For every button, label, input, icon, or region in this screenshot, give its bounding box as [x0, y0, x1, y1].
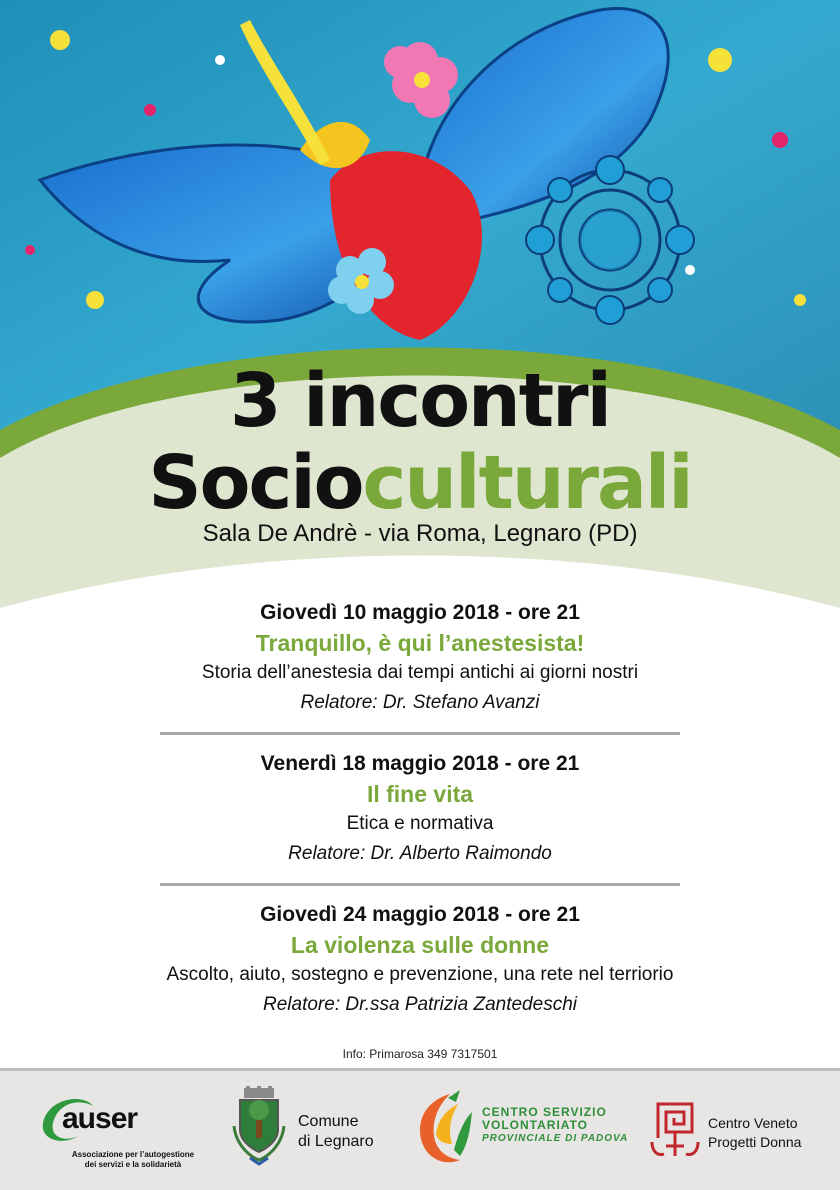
- footer-logos: [0, 1068, 840, 1190]
- event-date: Venerdì 18 maggio 2018 - ore 21: [260, 752, 580, 775]
- event-3: [0, 900, 840, 1020]
- event-date: Giovedì 24 maggio 2018 - ore 21: [260, 903, 580, 926]
- title-culturali: culturali: [362, 440, 692, 526]
- csv-line3: PROVINCIALE DI PADOVA: [482, 1133, 629, 1144]
- venue-address: Sala De Andrè - via Roma, Legnaro (PD): [202, 520, 638, 547]
- cvpd-line2: Progetti Donna: [708, 1134, 802, 1150]
- title-line2: [0, 442, 840, 524]
- comune-line2: di Legnaro: [298, 1133, 374, 1150]
- coat-of-arms-icon: [232, 1086, 286, 1166]
- event-description: Ascolto, aiuto, sostegno e prevenzione, una rete nel terriorio: [166, 964, 674, 985]
- auser-name: auser: [62, 1102, 138, 1135]
- headline: [0, 360, 840, 524]
- event-speaker: Relatore: Dr. Alberto Raimondo: [288, 843, 552, 864]
- event-1: [0, 598, 840, 718]
- events-list: [0, 598, 840, 1020]
- event-title: La violenza sulle donne: [290, 932, 550, 958]
- csv-line2: VOLONTARIATO: [482, 1118, 588, 1132]
- auser-subtitle-line2: dei servizi e la solidarietà: [84, 1160, 182, 1169]
- event-date: Giovedì 10 maggio 2018 - ore 21: [260, 601, 580, 624]
- csv-label: [482, 1106, 628, 1145]
- event-description: Storia dell’anestesia dai tempi antichi ai giorni nostri: [201, 662, 639, 683]
- comune-line1: Comune: [298, 1113, 359, 1130]
- auser-subtitle: [58, 1150, 208, 1170]
- event-2: [0, 749, 840, 869]
- footer-divider: [0, 1068, 840, 1071]
- info-contact: Info: Primarosa 349 7317501: [342, 1047, 498, 1061]
- divider: [160, 883, 680, 886]
- title-socio: Socio: [148, 440, 363, 526]
- cvpd-label: [708, 1114, 801, 1152]
- csv-line1: CENTRO SERVIZIO: [482, 1105, 607, 1119]
- cvpd-line1: Centro Veneto: [708, 1115, 798, 1131]
- comune-label: [298, 1112, 374, 1152]
- divider: [160, 732, 680, 735]
- cvpd-symbol-icon: [650, 1098, 700, 1162]
- event-title: Tranquillo, è qui l’anestesista!: [255, 630, 585, 656]
- event-description: Etica e normativa: [346, 813, 494, 834]
- event-speaker: Relatore: Dr. Stefano Avanzi: [300, 692, 540, 713]
- auser-subtitle-line1: Associazione per l’autogestione: [71, 1150, 195, 1159]
- title-line1: 3 incontri: [230, 358, 610, 444]
- event-speaker: Relatore: Dr.ssa Patrizia Zantedeschi: [263, 994, 577, 1015]
- event-title: Il fine vita: [366, 781, 474, 807]
- csv-flame-icon: [410, 1090, 476, 1166]
